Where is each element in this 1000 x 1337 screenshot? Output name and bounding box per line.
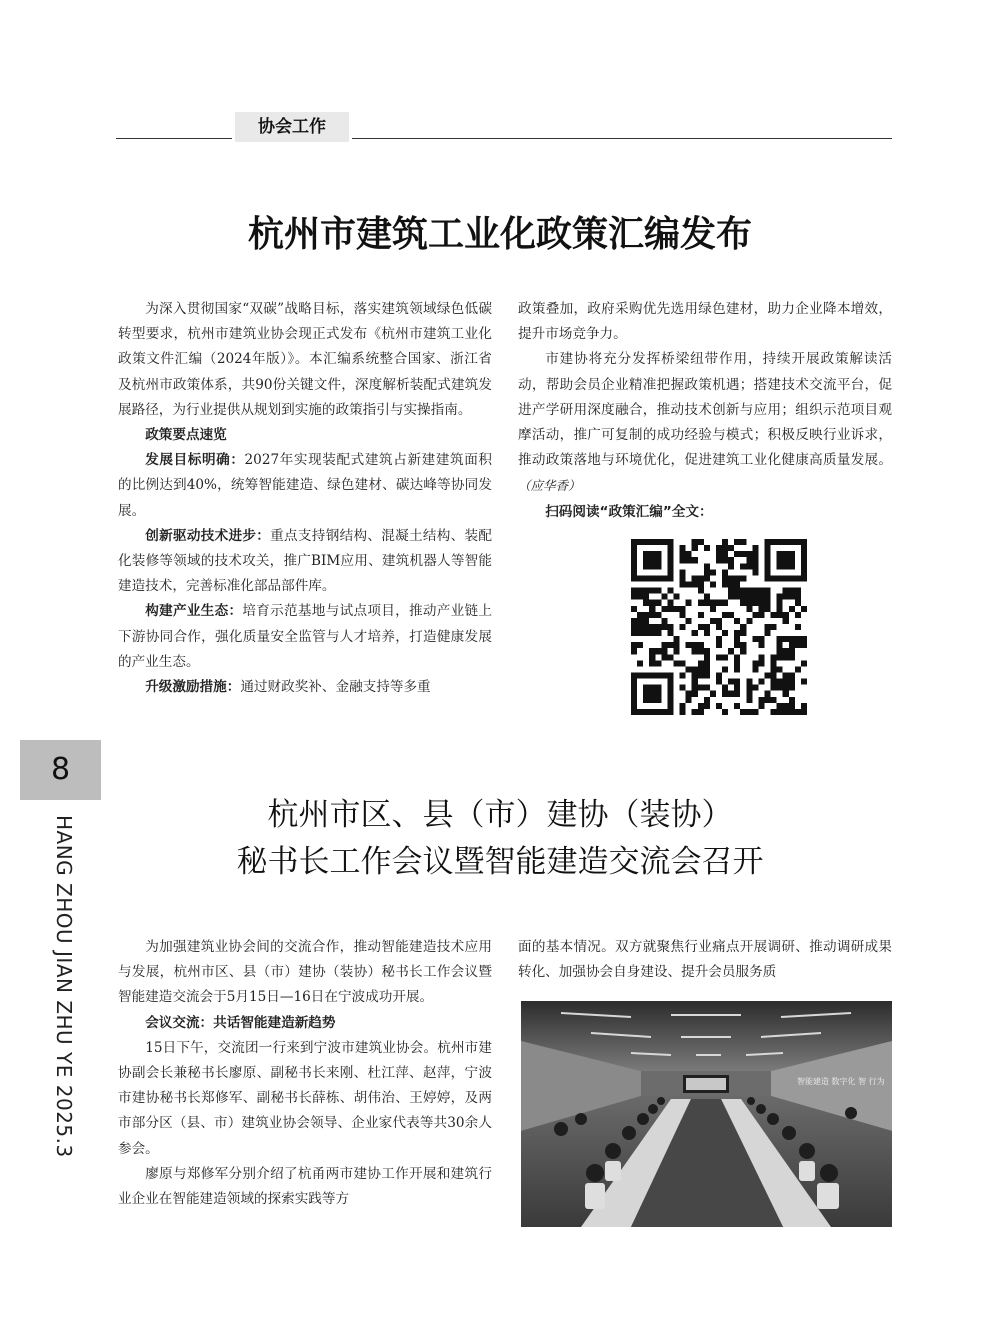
paragraph-text: 廖原与郑修军分别介绍了杭甬两市建协工作开展和建筑行业企业在智能建造领域的探索实践等方 bbox=[118, 1165, 492, 1208]
paragraph bbox=[118, 599, 492, 675]
paragraph-text: 2027年实现装配式建筑占新建建筑面积的比例达到40%，统筹智能建造、绿色建材、碳达峰等协同发展。 bbox=[118, 452, 492, 519]
author-credit: （应华香） bbox=[518, 478, 581, 494]
qr-code[interactable] bbox=[631, 539, 807, 715]
paragraph-text: 政策叠加，政府采购优先选用绿色建材，助力企业降本增效，提升市场竞争力。 bbox=[518, 301, 892, 343]
article1-right-column bbox=[518, 297, 892, 525]
paragraph-text: 市建协将充分发挥桥梁纽带作用，持续开展政策解读活动，帮助会员企业精准把握政策机遇；搭建技术交流平台，促进产学研用深度融合，推动技术创新与应用；组织示范项目观摩活动，推广可复制的成功经验与模式；积极反映行业诉求，推动政策落地与环境优化，促进建筑工业化健康高质量发展。 bbox=[518, 351, 892, 469]
header-rule-left bbox=[116, 138, 232, 139]
meeting-photo bbox=[521, 1001, 892, 1227]
paragraph-text: 为加强建筑业协会间的交流合作，推动智能建造技术应用与发展，杭州市区、县（市）建协（装协）秘书长工作会议暨智能建造交流会于5月15日—16日在宁波成功开展。 bbox=[118, 939, 492, 1006]
paragraph-text: 面的基本情况。双方就聚焦行业痛点开展调研、推动调研成果转化、加强协会自身建设、提升会员服务质 bbox=[518, 939, 892, 981]
header-rule-right bbox=[352, 138, 892, 139]
paragraph-lead: 创新驱动技术进步： bbox=[145, 527, 271, 544]
article1-left-column bbox=[118, 297, 492, 700]
page-number-tab: 8 bbox=[20, 740, 101, 800]
subheading: 扫码阅读“政策汇编”全文： bbox=[545, 503, 713, 520]
article1-title: 杭州市建筑工业化政策汇编发布 bbox=[247, 214, 752, 255]
paragraph-text: 培育示范基地与试点项目，推动产业链上下游协同合作，强化质量安全监管与人才培养，打造健康发展的产业生态。 bbox=[118, 603, 493, 670]
paragraph bbox=[118, 1036, 492, 1162]
paragraph-text: 15日下午，交流团一行来到宁波市建筑业协会。杭州市建协副会长兼秘书长廖原、副秘书长来刚、杜江萍、赵萍，宁波市建协秘书长郑修军、副秘书长薛栋、胡伟治、王婷婷，及两市部分区（县、市）建筑业协会领导、企业家代表等共30余人参会。 bbox=[118, 1039, 492, 1157]
paragraph bbox=[118, 935, 492, 1011]
paragraph bbox=[118, 675, 492, 700]
paragraph bbox=[118, 448, 492, 524]
paragraph-lead: 升级激励措施： bbox=[145, 679, 241, 696]
article2-right-column bbox=[518, 935, 892, 985]
paragraph-text: 通过财政奖补、金融支持等多重 bbox=[240, 679, 431, 696]
paragraph bbox=[118, 524, 492, 600]
paragraph bbox=[518, 347, 892, 499]
article2-title-line2: 秘书长工作会议暨智能建造交流会召开 bbox=[236, 844, 764, 880]
article2-title bbox=[100, 792, 900, 886]
paragraph bbox=[518, 297, 892, 347]
article2-left-column bbox=[118, 935, 492, 1212]
photo-banner-text: 智能建造 数字化 智 行为 bbox=[797, 1077, 885, 1086]
paragraph-text: 重点支持钢结构、混凝土结构、装配化装修等领域的技术攻关，推广BIM应用、建筑机器人等智能建造技术，完善标准化部品部件库。 bbox=[118, 527, 493, 595]
magazine-side-text: HANG ZHOU JIAN ZHU YE 2025.3 bbox=[52, 815, 76, 1158]
paragraph-text: 为深入贯彻国家“双碳”战略目标，落实建筑领域绿色低碳转型要求，杭州市建筑业协会现正式发布《杭州市建筑工业化政策文件汇编（2024年版）》。本汇编系统整合国家、浙江省及杭州市政策体系，共90份关键文件，深度解析装配式建筑发展路径，为行业提供从规划到实施的政策指引与实操指南。 bbox=[118, 301, 492, 418]
paragraph-lead: 发展目标明确： bbox=[145, 452, 245, 469]
paragraph bbox=[518, 935, 892, 985]
paragraph-lead: 构建产业生态： bbox=[145, 603, 243, 620]
section-label: 协会工作 bbox=[235, 112, 349, 142]
subheading: 会议交流：共话智能建造新趋势 bbox=[145, 1014, 336, 1031]
paragraph bbox=[118, 297, 492, 423]
subheading: 政策要点速览 bbox=[145, 427, 227, 444]
paragraph bbox=[118, 1162, 492, 1212]
article2-title-line1: 杭州市区、县（市）建协（装协） bbox=[267, 797, 733, 833]
